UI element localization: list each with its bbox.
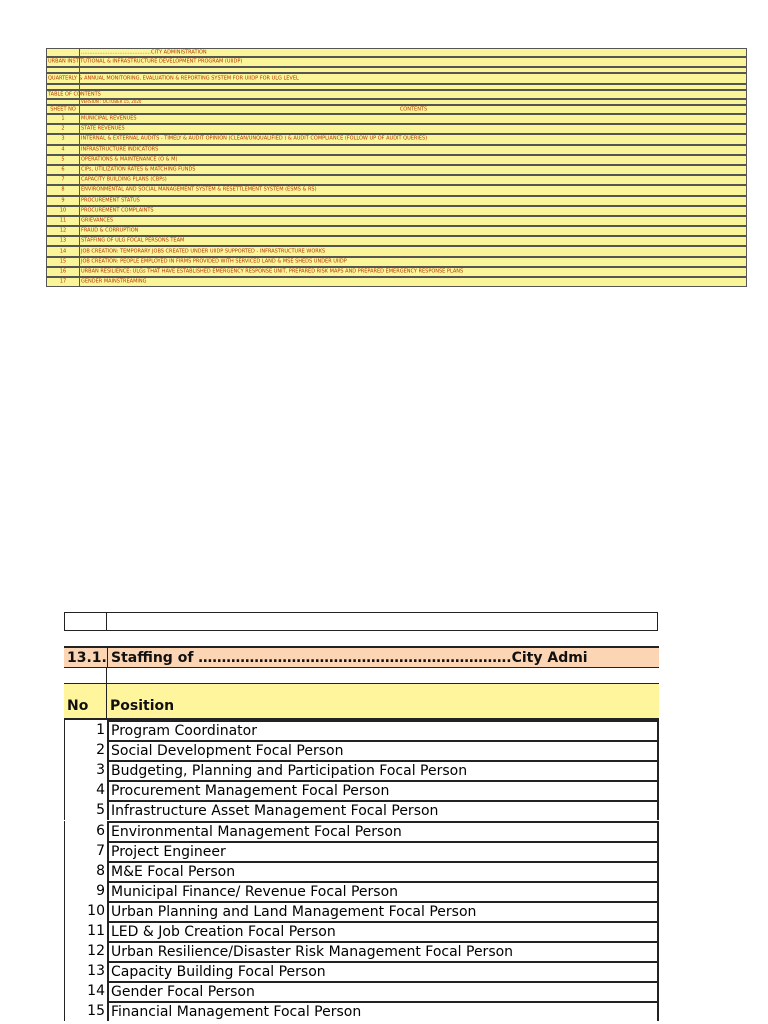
toc-item-label: GENDER MAINSTREAMING bbox=[81, 278, 147, 285]
row-number: 13 bbox=[64, 961, 107, 981]
table-row bbox=[64, 740, 659, 760]
toc-item-number: 13 bbox=[59, 237, 67, 244]
staffing-title-bar bbox=[64, 646, 659, 668]
table-row bbox=[64, 981, 659, 1001]
col-position-header: Position bbox=[110, 698, 175, 714]
toc-item-number: 6 bbox=[61, 166, 65, 173]
toc-item-row bbox=[46, 277, 747, 287]
toc-item-row bbox=[46, 226, 747, 236]
toc-item-label: STAFFING OF ULG FOCAL PERSONS TEAM bbox=[81, 237, 185, 244]
row-number: 15 bbox=[64, 1001, 107, 1021]
toc-item-row bbox=[46, 134, 747, 144]
staffing-title: Staffing of ………………………………………………………….City Admi bbox=[111, 649, 588, 666]
toc-title-row bbox=[46, 48, 747, 57]
table-row bbox=[64, 720, 659, 740]
toc-item-number: 11 bbox=[59, 217, 67, 224]
toc-item-number: 10 bbox=[59, 207, 67, 214]
toc-program-title: URBAN INSTITUTIONAL & INFRASTRUCTURE DEVELOPMENT PROGRAM (UIIDP) bbox=[48, 58, 243, 65]
table-row bbox=[64, 901, 659, 921]
toc-item-row bbox=[46, 175, 747, 185]
toc-label-row bbox=[46, 90, 747, 99]
toc-col-sheet: SHEET NO bbox=[50, 106, 76, 112]
toc-system-row bbox=[46, 73, 747, 84]
toc-program-row bbox=[46, 57, 747, 67]
toc-label: TABLE OF CONTENTS bbox=[48, 91, 101, 97]
staffing-title-cell bbox=[108, 648, 659, 667]
toc-sheet bbox=[46, 48, 747, 287]
toc-item-row bbox=[46, 114, 747, 124]
toc-item-row bbox=[46, 216, 747, 226]
table-row bbox=[64, 861, 659, 881]
toc-item-row bbox=[46, 165, 747, 175]
toc-item-label: JOB CREATION: PEOPLE EMPLOYED IN FIRMS PROVIDED WITH SERVICED LAND & MSE SHEDS UNDER UIIDP bbox=[81, 258, 347, 265]
toc-item-label: INTERNAL & EXTERNAL AUDITS - TIMELY & AUDIT OPINION (CLEAN/UNQUALIFIED ) & AUDIT COMPLIANCE (FOLLOW UP OF AUDIT QUERIES) bbox=[81, 135, 428, 142]
toc-item-row bbox=[46, 155, 747, 165]
row-number: 14 bbox=[64, 981, 107, 1001]
col-no-header: No bbox=[67, 698, 89, 714]
toc-item-number: 2 bbox=[61, 125, 65, 132]
row-number: 11 bbox=[64, 921, 107, 941]
row-number: 2 bbox=[64, 740, 107, 760]
empty-cell bbox=[106, 612, 658, 631]
toc-item-label: JOB CREATION: TEMPORARY JOBS CREATED UNDER UIIDP SUPPORTED - INFRASTRUCTURE WORKS bbox=[81, 248, 326, 255]
table-row bbox=[64, 841, 659, 861]
row-position: Environmental Management Focal Person bbox=[107, 821, 659, 841]
toc-item-number: 17 bbox=[59, 278, 67, 285]
toc-item-number: 1 bbox=[61, 115, 65, 122]
toc-item-number: 4 bbox=[61, 146, 65, 153]
toc-item-number: 3 bbox=[61, 135, 65, 142]
table-row bbox=[64, 760, 659, 780]
toc-item-row bbox=[46, 145, 747, 155]
toc-item-number: 7 bbox=[61, 176, 65, 183]
toc-system-title: QUARTERLY & ANNUAL MONITORING, EVALUATION & REPORTING SYSTEM FOR UIIDP FOR ULG LEVEL bbox=[48, 75, 299, 81]
row-number: 1 bbox=[64, 720, 107, 740]
toc-header-row bbox=[46, 105, 747, 114]
toc-item-label: ENVIRONMENTAL AND SOCIAL MANAGEMENT SYSTEM & RESETTLEMENT SYSTEM (ESMS & RS) bbox=[81, 186, 317, 193]
toc-item-number: 12 bbox=[59, 227, 67, 234]
toc-item-number: 15 bbox=[59, 258, 67, 265]
staffing-header-row bbox=[64, 684, 659, 720]
section-number-cell bbox=[64, 648, 108, 667]
table-row bbox=[64, 921, 659, 941]
row-position: Gender Focal Person bbox=[107, 981, 659, 1001]
toc-item-label: FRAUD & CORRUPTION bbox=[81, 227, 139, 234]
table-row bbox=[64, 800, 659, 820]
toc-item-number: 14 bbox=[59, 248, 67, 255]
toc-item-row bbox=[46, 257, 747, 267]
row-number: 9 bbox=[64, 881, 107, 901]
toc-item-number: 5 bbox=[61, 156, 65, 163]
section-number: 13.1. bbox=[67, 649, 107, 666]
toc-item-label: PROCUREMENT STATUS bbox=[81, 197, 140, 204]
table-row bbox=[64, 821, 659, 841]
toc-item-label: MUNICIPAL REVENUES bbox=[81, 115, 137, 122]
toc-item-number: 9 bbox=[61, 197, 65, 204]
row-position: Infrastructure Asset Management Focal Person bbox=[107, 800, 659, 820]
row-number: 8 bbox=[64, 861, 107, 881]
table-row bbox=[64, 881, 659, 901]
row-position: Urban Planning and Land Management Focal Person bbox=[107, 901, 659, 921]
row-position: Project Engineer bbox=[107, 841, 659, 861]
row-position: Capacity Building Focal Person bbox=[107, 961, 659, 981]
row-number: 6 bbox=[64, 821, 107, 841]
table-row bbox=[64, 941, 659, 961]
toc-item-row bbox=[46, 196, 747, 206]
toc-item-label: OPERATIONS & MAINTENANCE (O & M) bbox=[81, 156, 178, 163]
toc-item-row bbox=[46, 124, 747, 134]
toc-item-number: 16 bbox=[59, 268, 67, 275]
toc-item-label: STATE REVENUES bbox=[81, 125, 125, 132]
toc-item-label: PROCUREMENT COMPLAINTS bbox=[81, 207, 154, 214]
toc-item-label: URBAN RESILIENCE: ULGs THAT HAVE ESTABLISHED EMERGENCY RESPONSE UNIT, PREPARED RISK MAPS AND PREPARED EMERGENCY RESPONSE PLANS bbox=[81, 268, 464, 275]
toc-city-title: ……………………………………CITY ADMINISTRATION bbox=[81, 49, 207, 55]
row-number: 3 bbox=[64, 760, 107, 780]
toc-item-row bbox=[46, 185, 747, 195]
table-row bbox=[64, 780, 659, 800]
toc-item-number: 8 bbox=[61, 186, 65, 193]
row-position: LED & Job Creation Focal Person bbox=[107, 921, 659, 941]
toc-item-label: GRIEVANCES bbox=[81, 217, 114, 224]
toc-item-row bbox=[46, 206, 747, 216]
row-position: Program Coordinator bbox=[107, 720, 659, 740]
row-number: 10 bbox=[64, 901, 107, 921]
row-number: 7 bbox=[64, 841, 107, 861]
toc-item-row bbox=[46, 267, 747, 277]
toc-item-row bbox=[46, 246, 747, 256]
blank-row bbox=[64, 668, 659, 684]
table-row bbox=[64, 961, 659, 981]
row-position: M&E Focal Person bbox=[107, 861, 659, 881]
toc-item-label: INFRASTRUCTURE INDICATORS bbox=[81, 146, 159, 153]
row-number: 4 bbox=[64, 780, 107, 800]
toc-item-row bbox=[46, 236, 747, 246]
row-position: Budgeting, Planning and Participation Focal Person bbox=[107, 760, 659, 780]
row-position: Municipal Finance/ Revenue Focal Person bbox=[107, 881, 659, 901]
row-position: Financial Management Focal Person bbox=[107, 1001, 659, 1021]
toc-col-contents: CONTENTS bbox=[399, 106, 428, 112]
toc-item-label: CIPs, UTILIZATION RATES & MATCHING FUNDS bbox=[81, 166, 196, 173]
row-position: Social Development Focal Person bbox=[107, 740, 659, 760]
row-number: 5 bbox=[64, 800, 107, 820]
row-position: Urban Resilience/Disaster Risk Management Focal Person bbox=[107, 941, 659, 961]
row-position: Procurement Management Focal Person bbox=[107, 780, 659, 800]
table-row bbox=[64, 1001, 659, 1021]
empty-cell bbox=[64, 612, 107, 631]
toc-version: VERSION : OCTOBER 15, 2020 bbox=[81, 99, 142, 104]
row-number: 12 bbox=[64, 941, 107, 961]
toc-item-label: CAPACITY BUILDING PLANS (CBPs) bbox=[81, 176, 167, 183]
